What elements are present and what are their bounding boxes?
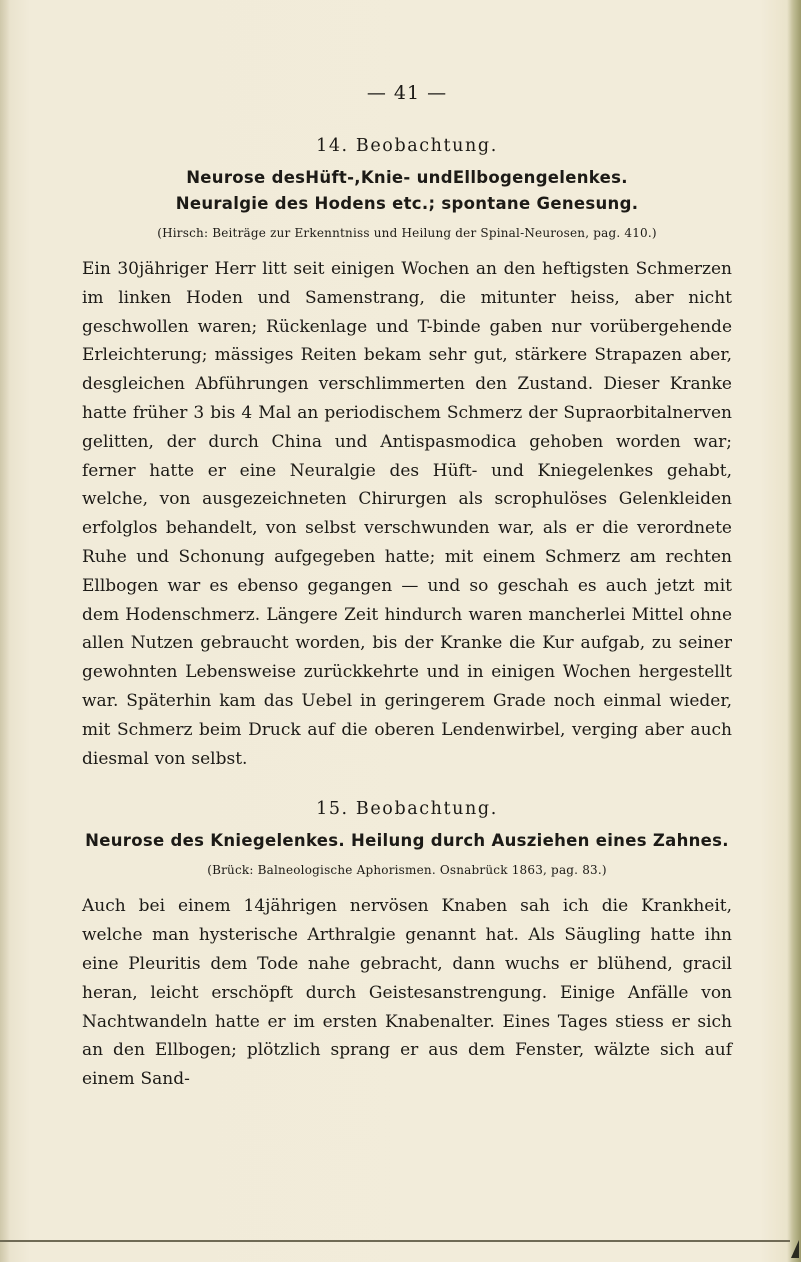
observation-14: [82, 136, 732, 773]
observation-15-text: Auch bei einem 14jährigen nervösen Knaben sah ich die Krankheit, welche man hysterische Arthralgie genannt hat. Als Säugling hatte ihn eine Pleuritis dem Tode nahe gebracht, dann wuchs er blühend, gracil heran, leicht erschöpft durch Geistesanstrengung. Einige Anfälle von Nachtwandeln hatte er im ersten Knabenalter. Eines Tages stiess er sich an den Ellbogen; plötzlich sprang er aus dem Fenster, wälzte sich auf einem Sand-: [82, 896, 732, 1090]
observation-15: [82, 799, 732, 1094]
observation-14-text: Ein 30jähriger Herr litt seit einigen Wochen an den heftigsten Schmerzen im linken Hoden und Samenstrang, die mitunter heiss, aber nicht geschwollen waren; Rückenlage und T-binde gaben nur vorübergehende Erleichterung; mässiges Reiten bekam sehr gut, stärkere Strapazen aber, desgleichen Abführungen verschlimmerten den Zustand. Dieser Kranke hatte früher 3 bis 4 Mal an periodischem Schmerz der Supraorbitalnerven gelitten, der durch China und Antispasmodica gehoben worden war; ferner hatte er eine Neuralgie des Hüft- und Kniegelenkes gehabt, welche, von ausgezeichneten Chirurgen als scrophulöses Gelenkleiden erfolglos behandelt, von selbst verschwunden war, als er die verordnete Ruhe und Schonung aufgegeben hatte; mit einem Schmerz am rechten Ellbogen war es ebenso gegangen — und so geschah es auch jetzt mit dem Hodenschmerz. Längere Zeit hindurch waren mancherlei Mittel ohne allen Nutzen gebraucht worden, bis der Kranke die Kur aufgab, zu seiner gewohnten Lebensweise zurückkehrte und in einigen Wochen hergestellt war. Späterhin kam das Uebel in geringerem Grade noch einmal wieder, mit Schmerz beim Druck auf die oberen Lendenwirbel, verging aber auch diesmal von selbst.: [82, 259, 732, 769]
observation-14-heading: 14. Beobachtung.: [316, 136, 498, 156]
page-number: — 41 —: [366, 82, 448, 104]
observation-14-citation: (Hirsch: Beiträge zur Erkenntniss und Heilung der Spinal-Neurosen, pag. 410.): [157, 226, 657, 240]
page-content: [82, 82, 732, 1094]
observation-15-heading: 15. Beobachtung.: [316, 799, 498, 820]
observation-14-title-line-2: Neuralgie des Hodens etc.; spontane Genesung.: [175, 194, 639, 213]
observation-15-citation: (Brück: Balneologische Aphorismen. Osnabrück 1863, pag. 83.): [207, 863, 607, 878]
observation-14-title-line-1: Neurose desHüft-,Knie- undEllbogengelenkes.: [186, 168, 628, 187]
bottom-rule: [0, 1240, 790, 1242]
corner-mark: [791, 1240, 799, 1258]
page-right-edge: [787, 0, 801, 1262]
observation-15-title: Neurose des Kniegelenkes. Heilung durch Ausziehen eines Zahnes.: [85, 831, 729, 851]
page-left-edge: [0, 0, 10, 1262]
